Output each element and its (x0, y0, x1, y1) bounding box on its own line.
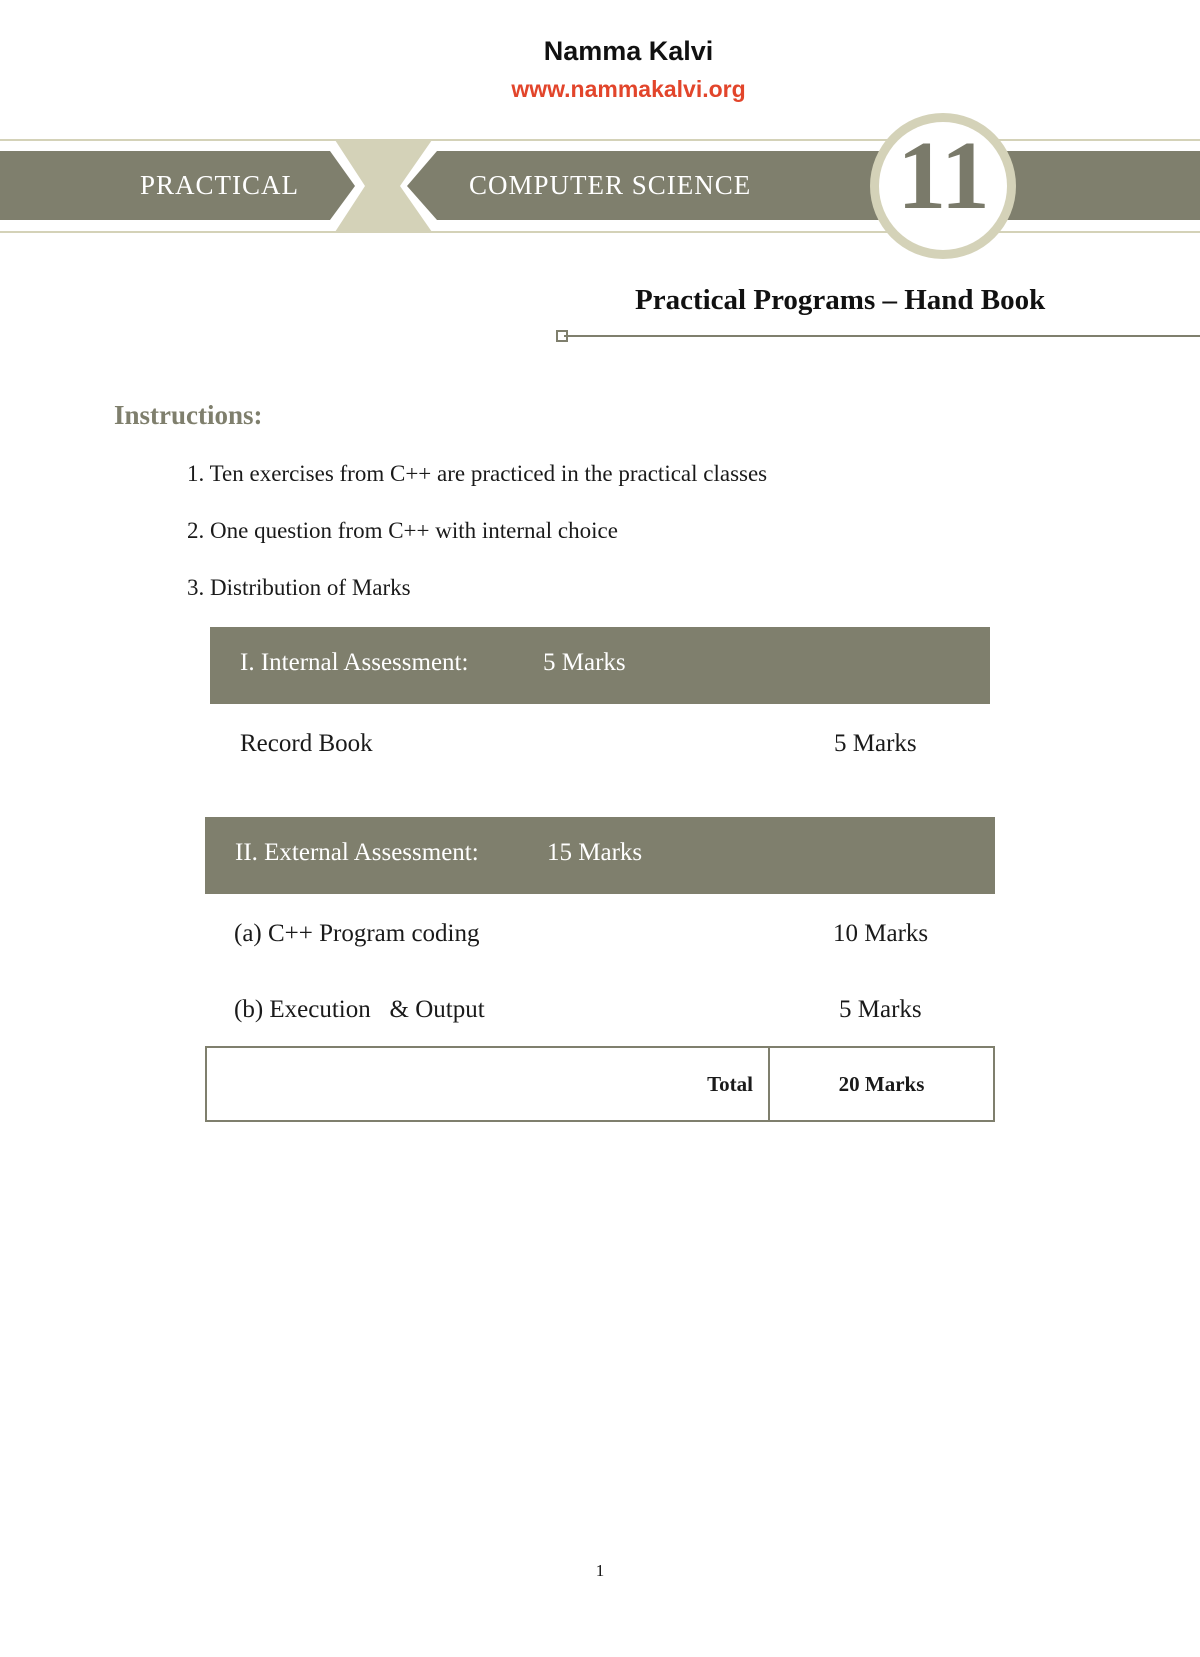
internal-assessment-marks: 5 Marks (543, 649, 626, 676)
instruction-item-3: 3. Distribution of Marks (187, 575, 411, 600)
program-coding-label: (a) C++ Program coding (234, 920, 480, 947)
internal-assessment-band (210, 627, 990, 704)
total-box (205, 1046, 995, 1122)
instruction-item-2: 2. One question from C++ with internal choice (187, 518, 618, 543)
instructions-heading: Instructions: (114, 400, 263, 430)
chapter-number: 11 (897, 122, 990, 230)
banner-subject-label: COMPUTER SCIENCE (469, 170, 752, 200)
external-assessment-label: II. External Assessment: (235, 839, 479, 866)
total-label: Total (707, 1072, 753, 1096)
page-number: 1 (595, 1561, 605, 1580)
internal-assessment-label: I. Internal Assessment: (240, 649, 469, 676)
record-book-marks: 5 Marks (834, 730, 917, 757)
external-assessment-marks: 15 Marks (547, 839, 643, 866)
page-subtitle: Practical Programs – Hand Book (635, 284, 1046, 316)
banner-practical-label: PRACTICAL (140, 170, 300, 200)
instruction-item-1: 1. Ten exercises from C++ are practiced in the practical classes (187, 461, 768, 486)
program-coding-marks: 10 Marks (833, 920, 929, 947)
record-book-label: Record Book (240, 730, 373, 757)
site-url[interactable]: www.nammakalvi.org (511, 76, 746, 102)
subtitle-rule (564, 335, 1200, 337)
external-assessment-band (205, 817, 995, 894)
total-marks: 20 Marks (838, 1072, 925, 1096)
execution-output-marks: 5 Marks (839, 996, 922, 1023)
execution-output-label: (b) Execution & Output (234, 996, 485, 1023)
site-name: Namma Kalvi (543, 36, 714, 66)
